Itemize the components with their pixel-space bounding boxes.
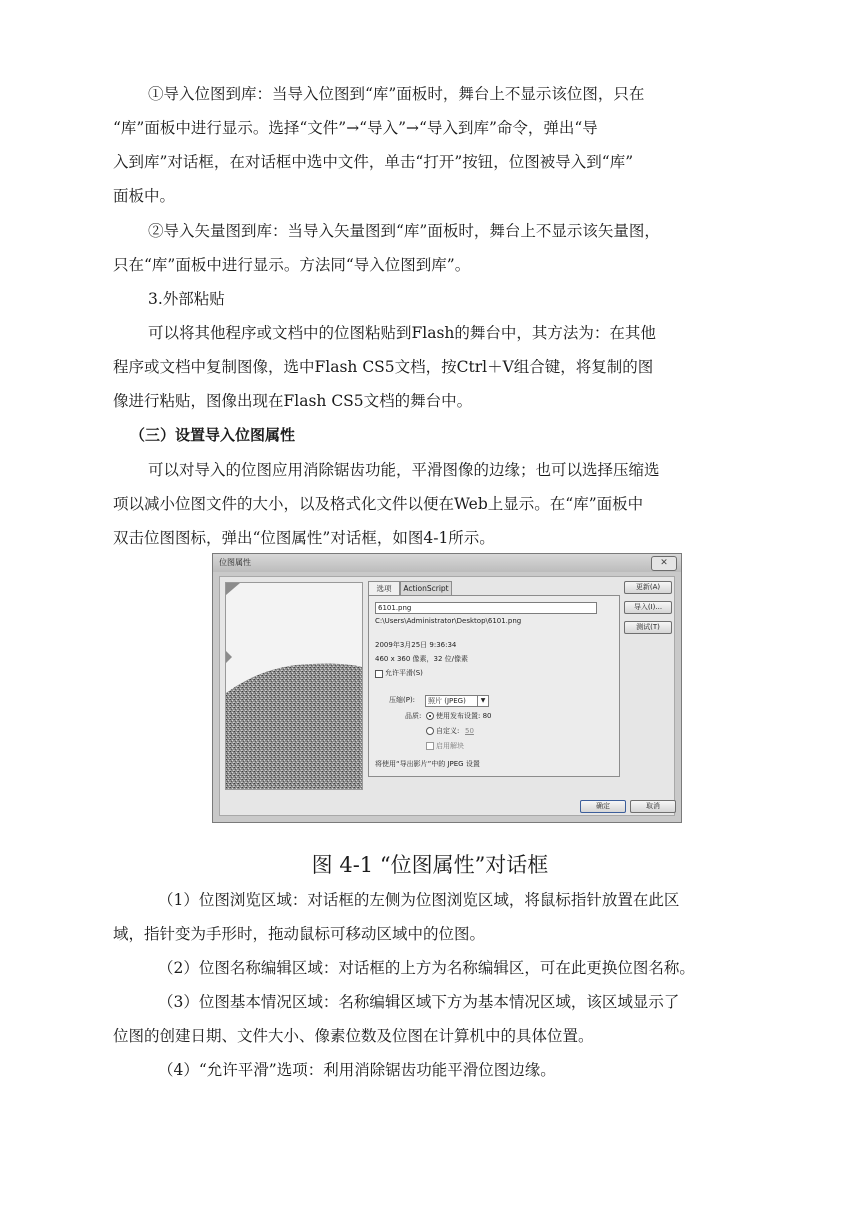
custom-quality-input[interactable]: 50 bbox=[465, 727, 474, 735]
section-heading: 3.外部粘贴 bbox=[148, 290, 225, 308]
bitmap-properties-dialog bbox=[212, 553, 682, 823]
paragraph-line: ②导入矢量图到库：当导入矢量图到“库”面板时，舞台上不显示该矢量图， bbox=[148, 222, 660, 240]
use-publish-radio[interactable] bbox=[426, 712, 434, 720]
use-publish-label: 使用发布设置: 80 bbox=[436, 712, 492, 720]
allow-smoothing-checkbox[interactable] bbox=[375, 670, 383, 678]
bitmap-preview-area[interactable] bbox=[225, 582, 363, 790]
figure-caption: 图 4-1 “位图属性”对话框 bbox=[311, 853, 549, 877]
compression-value: 照片 (JPEG) bbox=[428, 697, 466, 705]
dialog-titlebar bbox=[213, 554, 681, 572]
paragraph-line: 程序或文档中复制图像，选中Flash CS5文档，按Ctrl＋V组合键，将复制的图 bbox=[113, 358, 654, 376]
compression-select[interactable] bbox=[425, 695, 489, 707]
dialog-title: 位图属性 bbox=[219, 558, 251, 567]
paragraph-line: ①导入位图到库：当导入位图到“库”面板时，舞台上不显示该位图，只在 bbox=[148, 85, 645, 103]
paragraph-line: “库”面板中进行显示。选择“文件”→“导入”→“导入到库”命令，弹出“导 bbox=[113, 119, 598, 137]
paragraph-line: 可以将其他程序或文档中的位图粘贴到Flash的舞台中，其方法为：在其他 bbox=[148, 324, 656, 342]
paragraph-line: 只在“库”面板中进行显示。方法同“导入位图到库”。 bbox=[113, 256, 471, 274]
paragraph-line: （1）位图浏览区域：对话框的左侧为位图浏览区域，将鼠标指针放置在此区 bbox=[158, 891, 680, 909]
ok-button[interactable]: 确定 bbox=[580, 800, 626, 813]
paragraph-line: 像进行粘贴，图像出现在Flash CS5文档的舞台中。 bbox=[113, 392, 473, 410]
paragraph-line: 双击位图图标，弹出“位图属性”对话框，如图4-1所示。 bbox=[113, 529, 495, 547]
section-heading: （三）设置导入位图属性 bbox=[130, 426, 296, 444]
bitmap-name-input[interactable]: 6101.png bbox=[375, 602, 597, 614]
dialog-body bbox=[219, 576, 675, 816]
paragraph-line: （2）位图名称编辑区域：对话框的上方为名称编辑区，可在此更换位图名称。 bbox=[158, 959, 695, 977]
allow-smoothing-label: 允许平滑(S) bbox=[385, 669, 423, 677]
compression-label: 压缩(P): bbox=[389, 696, 416, 704]
options-panel bbox=[368, 595, 620, 777]
paragraph-line: 入到库”对话框，在对话框中选中文件，单击“打开”按钮，位图被导入到“库” bbox=[113, 153, 634, 171]
tab-actionscript[interactable]: ActionScript bbox=[400, 581, 452, 595]
paragraph-line: 项以减小位图文件的大小，以及格式化文件以便在Web上显示。在“库”面板中 bbox=[113, 495, 644, 513]
paragraph-line: （3）位图基本情况区域：名称编辑区域下方为基本情况区域，该区域显示了 bbox=[158, 993, 680, 1011]
paragraph-line: （4）“允许平滑”选项：利用消除锯齿功能平滑位图边缘。 bbox=[158, 1061, 556, 1079]
tab-options[interactable]: 选项 bbox=[368, 581, 400, 595]
test-button[interactable]: 测试(T) bbox=[624, 621, 672, 634]
paragraph-line: 可以对导入的位图应用消除锯齿功能，平滑图像的边缘；也可以选择压缩选 bbox=[148, 461, 660, 479]
enable-deblocking-label: 启用解块 bbox=[436, 742, 464, 750]
paragraph-line: 位图的创建日期、文件大小、像素位数及位图在计算机中的具体位置。 bbox=[113, 1027, 594, 1045]
update-button[interactable]: 更新(A) bbox=[624, 581, 672, 594]
creation-date: 2009年3月25日 9:36:34 bbox=[375, 641, 457, 649]
custom-quality-label: 自定义: bbox=[436, 727, 460, 735]
close-icon[interactable]: ✕ bbox=[651, 556, 677, 571]
quality-label: 品质: bbox=[405, 712, 422, 720]
paragraph-line: 域，指针变为手形时，拖动鼠标可移动区域中的位图。 bbox=[113, 925, 486, 943]
custom-quality-radio[interactable] bbox=[426, 727, 434, 735]
chevron-down-icon: ▼ bbox=[477, 696, 488, 706]
bitmap-preview-image bbox=[226, 583, 362, 789]
jpeg-settings-note: 将使用“导出影片”中的 JPEG 设置 bbox=[375, 760, 480, 768]
enable-deblocking-checkbox[interactable] bbox=[426, 742, 434, 750]
file-path: C:\Users\Administrator\Desktop\6101.png bbox=[375, 617, 522, 625]
import-button[interactable]: 导入(I)... bbox=[624, 601, 672, 614]
cancel-button[interactable]: 取消 bbox=[630, 800, 676, 813]
image-size-info: 460 x 360 像素，32 位/像素 bbox=[375, 655, 469, 663]
paragraph-line: 面板中。 bbox=[113, 187, 176, 205]
